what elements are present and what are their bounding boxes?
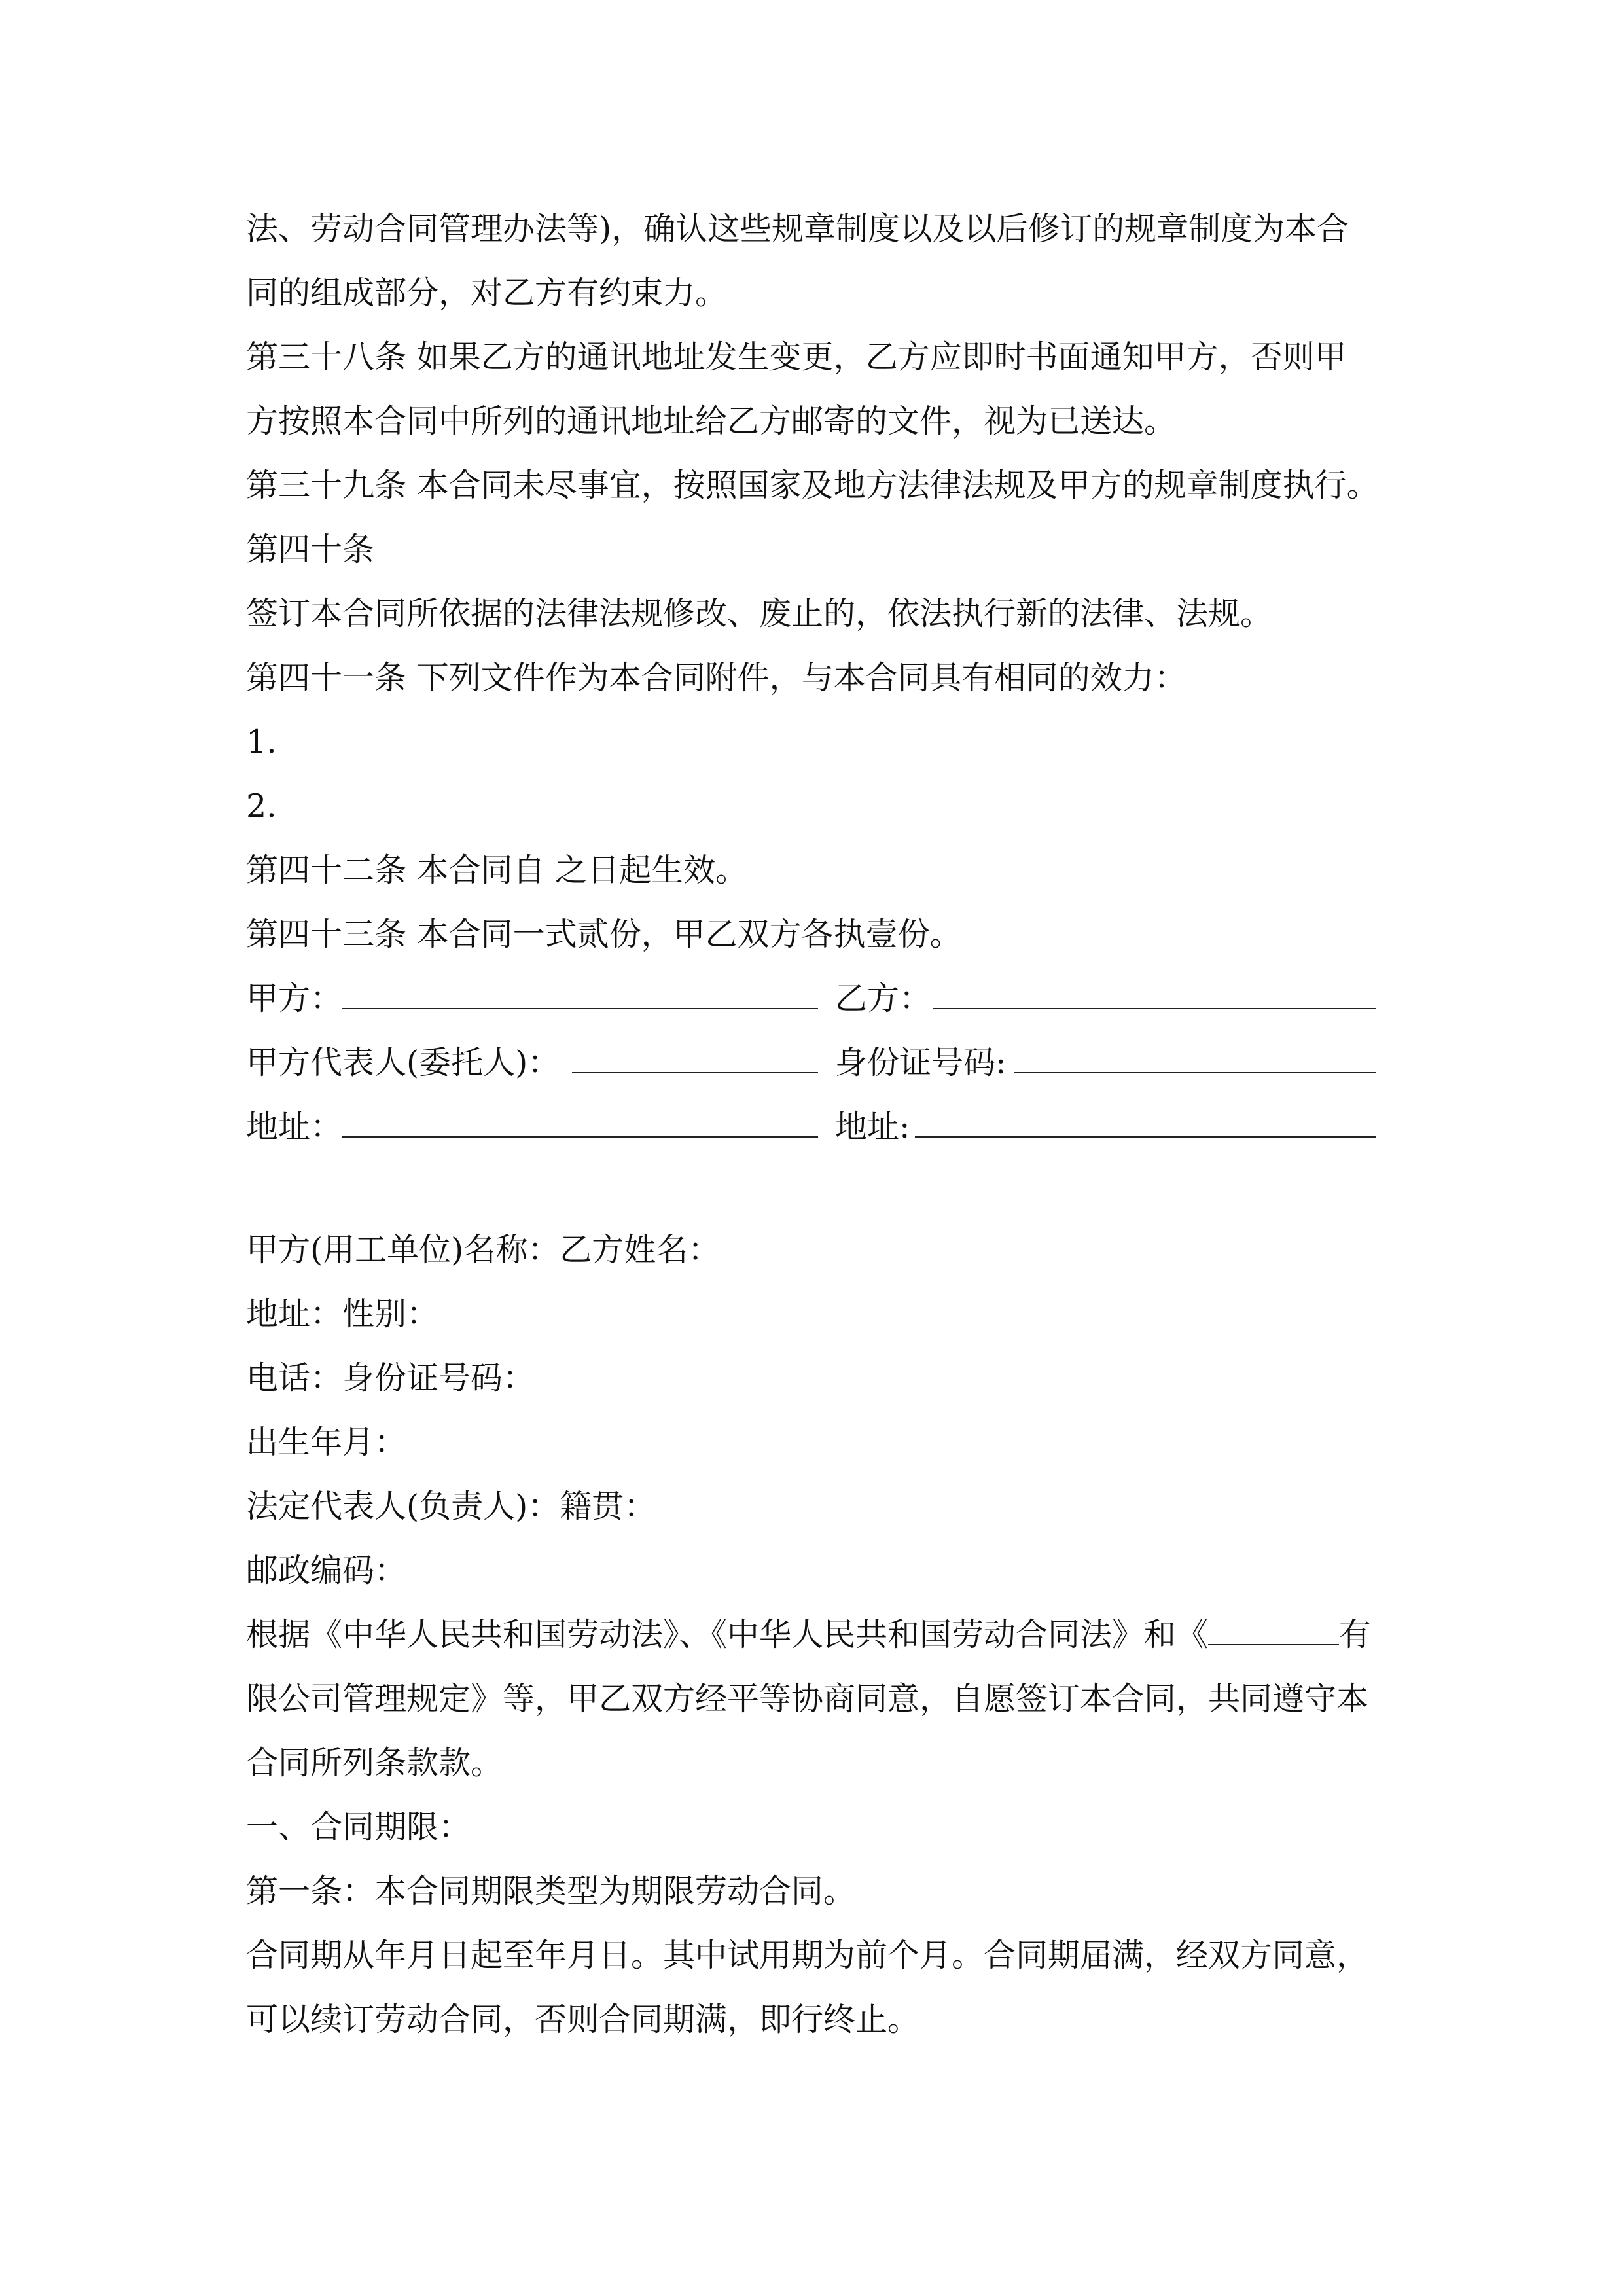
- text-line: 方按照本合同中所列的通讯地址给乙方邮寄的文件，视为已送达。: [246, 403, 1177, 440]
- info-line: 出生年月：: [246, 1424, 407, 1461]
- representative-label: 甲方代表人(委托人)：: [246, 1044, 560, 1081]
- party-a-blank: [342, 1008, 818, 1009]
- company-name-blank: [1208, 1615, 1339, 1645]
- article-43: 第四十三条 本合同一式贰份，甲乙双方各执壹份。: [246, 916, 962, 953]
- article-42: 第四十二条 本合同自 之日起生效。: [246, 852, 748, 889]
- text-line: 合同期从年月日起至年月日。其中试用期为前个月。合同期届满，经双方同意，: [246, 1937, 1369, 1974]
- preamble-text-end: 有: [1339, 1616, 1372, 1653]
- info-line: 地址：性别：: [246, 1295, 439, 1333]
- text-line: 签订本合同所依据的法律法规修改、废止的，依法执行新的法律、法规。: [246, 595, 1273, 632]
- info-line: 邮政编码：: [246, 1552, 407, 1589]
- attachment-item-1: 1.: [246, 723, 277, 761]
- article-1: 第一条：本合同期限类型为期限劳动合同。: [246, 1873, 856, 1910]
- attachment-item-2: 2.: [246, 787, 277, 825]
- info-line: 电话：身份证号码：: [246, 1359, 535, 1397]
- address-a-blank: [342, 1136, 818, 1138]
- preamble-line: 合同所列条款款。: [246, 1744, 503, 1782]
- id-number-label: 身份证号码:: [835, 1044, 1007, 1081]
- article-41: 第四十一条 下列文件作为本合同附件，与本合同具有相同的效力：: [246, 659, 1186, 696]
- preamble-text: 根据《中华人民共和国劳动法》、《中华人民共和国劳动合同法》和《: [246, 1616, 1209, 1653]
- article-39: 第三十九条 本合同未尽事宜，按照国家及地方法律法规及甲方的规章制度执行。: [246, 467, 1379, 504]
- section-heading: 一、合同期限：: [246, 1808, 471, 1846]
- id-number-blank: [1014, 1072, 1376, 1073]
- address-b-label: 地址:: [835, 1108, 910, 1145]
- text-line: 法、劳动合同管理办法等)，确认这些规章制度以及以后修订的规章制度为本合: [246, 210, 1349, 247]
- text-line: 可以续订劳动合同，否则合同期满，即行终止。: [246, 2001, 920, 2038]
- party-b-blank: [933, 1008, 1376, 1009]
- party-b-label: 乙方：: [835, 980, 932, 1017]
- info-line: 法定代表人(负责人)：籍贯：: [246, 1488, 656, 1525]
- representative-blank: [572, 1072, 818, 1073]
- article-38: 第三十八条 如果乙方的通讯地址发生变更，乙方应即时书面通知甲方，否则甲: [246, 338, 1347, 376]
- info-line: 甲方(用工单位)名称：乙方姓名：: [246, 1231, 721, 1268]
- preamble-line: 限公司管理规定》等，甲乙双方经平等协商同意，自愿签订本合同，共同遵守本: [246, 1680, 1369, 1717]
- text-line: 同的组成部分，对乙方有约束力。: [246, 274, 728, 312]
- article-40-heading: 第四十条: [246, 531, 375, 568]
- address-a-label: 地址：: [246, 1108, 343, 1145]
- address-b-blank: [915, 1136, 1376, 1138]
- party-a-label: 甲方：: [246, 980, 343, 1017]
- preamble-line: [246, 1615, 1371, 1655]
